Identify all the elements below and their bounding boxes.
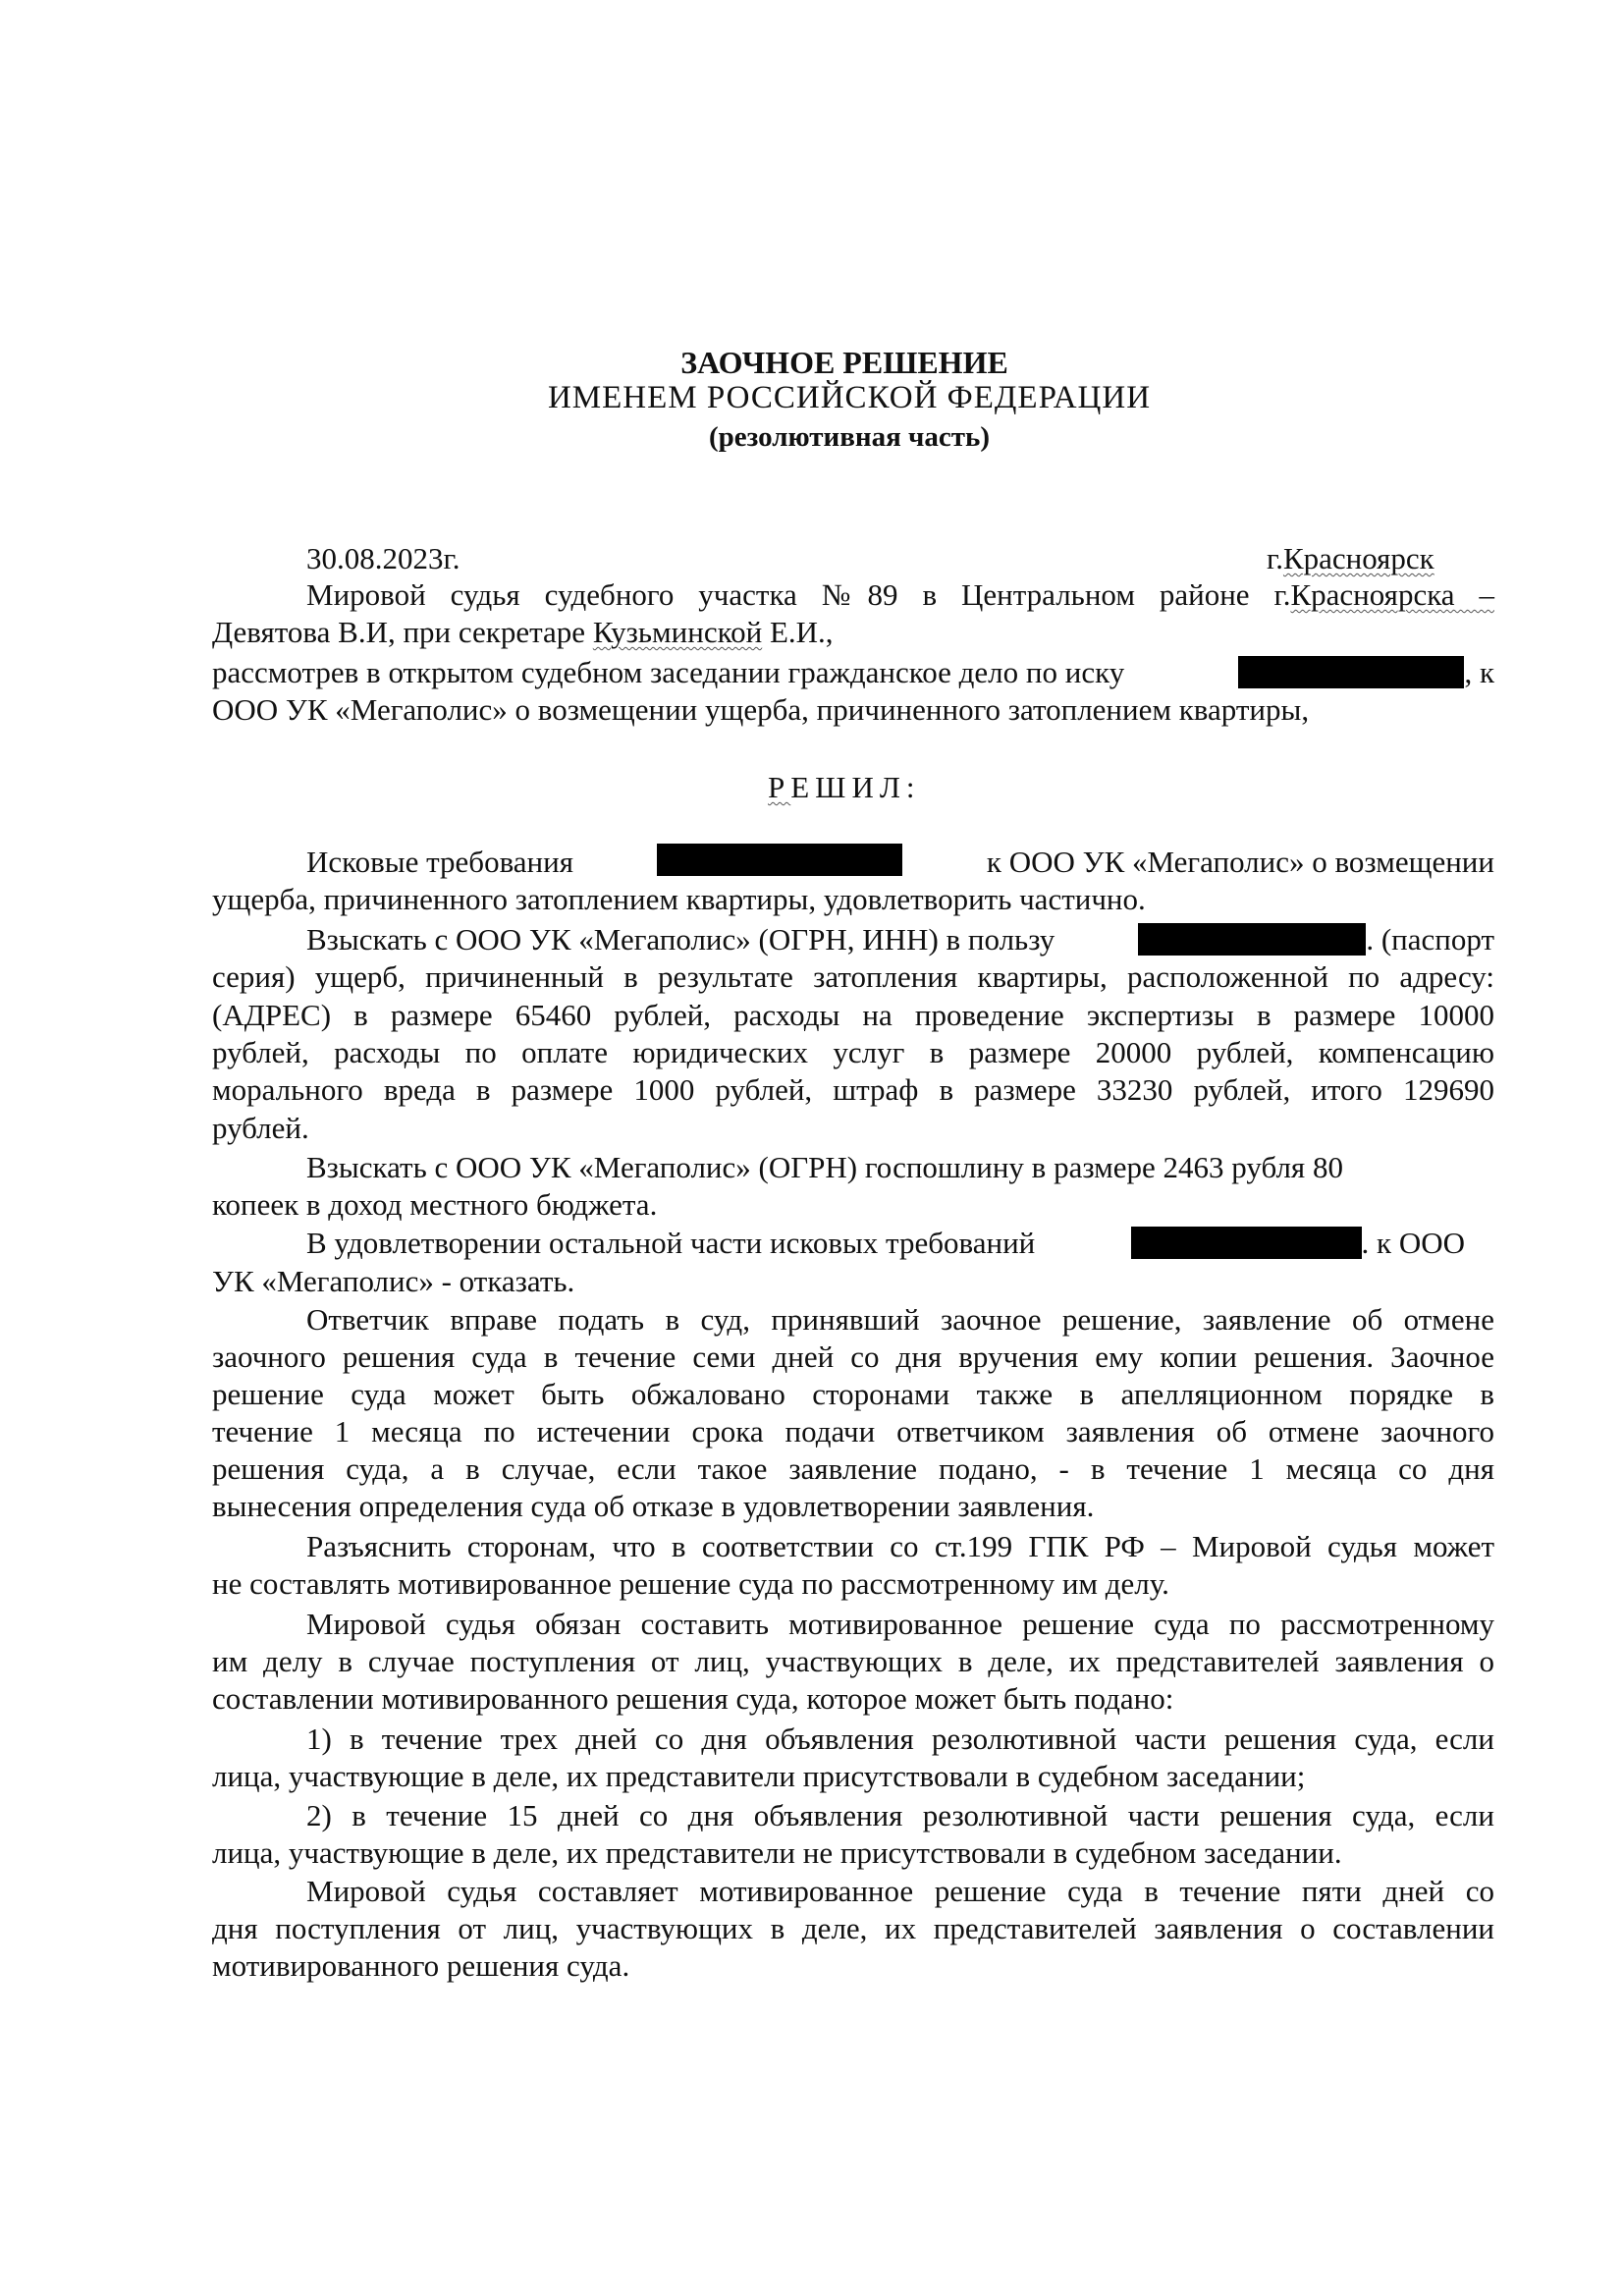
p7-line-1: Мировой судья обязан составить мотивированное решение суда по рассмотренному bbox=[306, 1607, 1494, 1641]
p4-line-1: В удовлетворении остальной части исковых требований . к ООО bbox=[306, 1226, 1465, 1260]
p6-line-2: не составлять мотивированное решение суда по рассмотренному им делу. bbox=[212, 1566, 1169, 1601]
redaction-block bbox=[1131, 1227, 1362, 1259]
intro-line-4: ООО УК «Мегаполис» о возмещении ущерба, причиненного затоплением квартиры, bbox=[212, 692, 1310, 727]
p1-line-2: ущерба, причиненного затоплением квартиры, удовлетворить частично. bbox=[212, 882, 1146, 916]
p5-line-6: вынесения определения суда об отказе в удовлетворении заявления. bbox=[212, 1489, 1095, 1523]
p1-line-1: Исковые требования к ООО УК «Мегаполис» о возмещении bbox=[306, 845, 1494, 879]
p4-line-2: УК «Мегаполис» - отказать. bbox=[212, 1264, 575, 1298]
p2-line-2: серия) ущерб, причиненный в результате затопления квартиры, расположенной по адресу: bbox=[212, 959, 1494, 994]
p10-line-1: Мировой судья составляет мотивированное решение суда в течение пяти дней со bbox=[306, 1874, 1494, 1908]
p8-line-2: лица, участвующие в деле, их представители присутствовали в судебном заседании; bbox=[212, 1759, 1306, 1793]
redaction-block bbox=[1138, 923, 1366, 956]
decision-date: 30.08.2023г. bbox=[306, 541, 460, 575]
p2-line-1: Взыскать с ООО УК «Мегаполис» (ОГРН, ИНН) в пользу . (паспорт bbox=[306, 922, 1494, 957]
p6-line-1: Разъяснить сторонам, что в соответствии со ст.199 ГПК РФ – Мировой судья может bbox=[306, 1529, 1494, 1563]
intro-line-1: Мировой судья судебного участка №89 в Центральном районе г.Красноярска – bbox=[306, 577, 1494, 612]
document-subtitle: ИМЕНЕМ РОССИЙСКОЙ ФЕДЕРАЦИИ bbox=[547, 380, 1152, 415]
p10-line-2: дня поступления от лиц, участвующих в деле, их представителей заявления о составлении bbox=[212, 1911, 1494, 1945]
decision-heading: РЕШИЛ: bbox=[768, 770, 921, 804]
p2-line-6: рублей. bbox=[212, 1111, 309, 1145]
intro-line-3: рассмотрев в открытом судебном заседании гражданское дело по иску , к bbox=[212, 655, 1494, 689]
intro-line-2: Девятова В.И, при секретаре Кузьминской Е.И., bbox=[212, 615, 834, 649]
p9-line-1: 2) в течение 15 дней со дня объявления резолютивной части решения суда, если bbox=[306, 1798, 1494, 1832]
p7-line-2: им делу в случае поступления от лиц, участвующих в деле, их представителей заявления о bbox=[212, 1644, 1494, 1678]
p3-line-1: Взыскать с ООО УК «Мегаполис» (ОГРН) госпошлину в размере 2463 рубля 80 bbox=[306, 1150, 1343, 1184]
p8-line-1: 1) в течение трех дней со дня объявления резолютивной части решения суда, если bbox=[306, 1722, 1494, 1756]
document-title: ЗАОЧНОЕ РЕШЕНИЕ bbox=[680, 345, 1008, 380]
p5-line-2: заочного решения суда в течение семи дней со дня вручения ему копии решения. Заочное bbox=[212, 1339, 1494, 1374]
p2-line-3: (АДРЕС) в размере 65460 рублей, расходы на проведение экспертизы в размере 10000 bbox=[212, 998, 1494, 1032]
p3-line-2: копеек в доход местного бюджета. bbox=[212, 1187, 658, 1222]
redaction-block bbox=[657, 844, 902, 876]
p9-line-2: лица, участвующие в деле, их представители не присутствовали в судебном заседании. bbox=[212, 1835, 1342, 1870]
redaction-block bbox=[1238, 656, 1464, 688]
document-part-label: (резолютивная часть) bbox=[708, 421, 991, 453]
p7-line-3: составлении мотивированного решения суда, которое может быть подано: bbox=[212, 1681, 1174, 1716]
p5-line-5: решения суда, а в случае, если такое заявление подано, - в течение 1 месяца со дня bbox=[212, 1451, 1494, 1486]
p5-line-4: течение 1 месяца по истечении срока подачи ответчиком заявления об отмене заочного bbox=[212, 1414, 1494, 1449]
p5-line-1: Ответчик вправе подать в суд, принявший заочное решение, заявление об отмене bbox=[306, 1302, 1494, 1337]
p5-line-3: решение суда может быть обжаловано сторонами также в апелляционном порядке в bbox=[212, 1377, 1494, 1411]
p2-line-4: рублей, расходы по оплате юридических услуг в размере 20000 рублей, компенсацию bbox=[212, 1035, 1494, 1069]
decision-city: г.Красноярск bbox=[1267, 541, 1434, 575]
p2-line-5: морального вреда в размере 1000 рублей, штраф в размере 33230 рублей, итого 129690 bbox=[212, 1072, 1494, 1107]
p10-line-3: мотивированного решения суда. bbox=[212, 1948, 630, 1983]
